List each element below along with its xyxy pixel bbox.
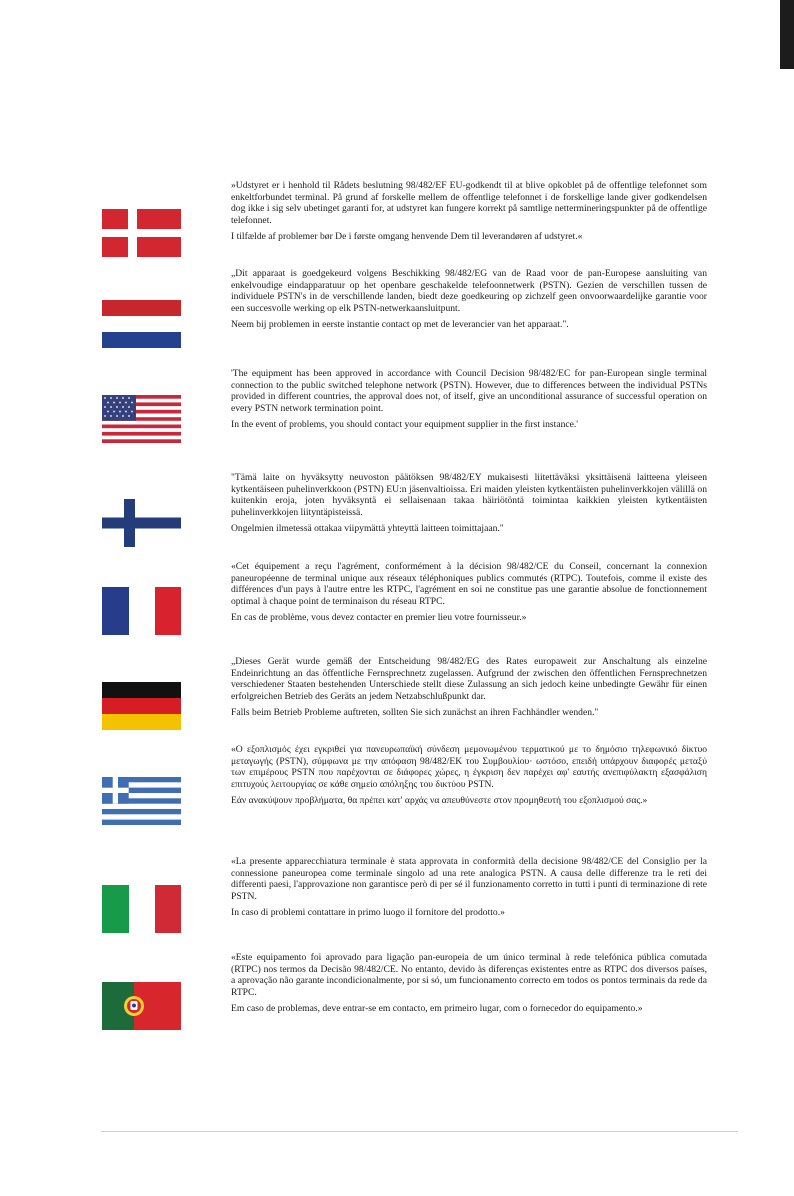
- portugal-flag-icon: [102, 982, 181, 1030]
- notice-closing: In the event of problems, you should contact your equipment supplier in the first instance.': [231, 419, 579, 431]
- france-flag-icon: [102, 587, 181, 635]
- germany-notice: [231, 656, 707, 719]
- notice-closing: Em caso de problemas, deve entrar-se em contacto, em primeiro lugar, com o fornecedor do equipamento.»: [231, 1003, 643, 1015]
- finland-flag-icon: [102, 499, 181, 547]
- notice-closing: Ongelmien ilmetessä ottakaa viipymättä yhteyttä laitteen toimittajaan.": [231, 523, 504, 535]
- notice-body: «Cet équipement a reçu l'agrément, conformément à la décision 98/482/CE du Conseil, concernant la connexion paneuropéenne de terminal unique aux réseaux téléphoniques publics commutés (RTPC). Toutefois, comme il existe des différences d'un pays à l'autre entre les RTPC, l'agrément en soi ne constitue pas une garantie absolue de fonctionnement optimal à chaque point de terminaison du réseau RTPC.: [231, 561, 707, 607]
- notice-body: 'The equipment has been approved in accordance with Council Decision 98/482/EC for pan-European single terminal connection to the public switched telephone network (PSTN). However, due to differences between the individual PSTNs provided in different countries, the approval does not, of itself, give an unconditional assurance of successful operation on every PSTN network termination point.: [231, 368, 707, 414]
- greece-notice: [231, 744, 707, 807]
- notice-closing: In caso di problemi contattare in primo luogo il fornitore del prodotto.»: [231, 907, 505, 919]
- usa-flag-icon: [102, 395, 181, 443]
- germany-flag-icon: [102, 682, 181, 730]
- notice-closing: En cas de problème, vous devez contacter en premier lieu votre fournisseur.»: [231, 612, 527, 624]
- portugal-notice: [231, 952, 707, 1015]
- france-notice: [231, 561, 707, 624]
- usa-notice: [231, 368, 707, 431]
- italy-notice: [231, 856, 707, 919]
- notice-body: «Este equipamento foi aprovado para ligação pan-europeia de um único terminal à rede telefónica pública comutada (RTPC) nos termos da Decisão 98/482/CE. No entanto, devido às diferenças existentes entre as RTPC dos diversos países, a aprovação não garante incondicionalmente, por si só, um funcionamento correcto em todos os pontos terminais da rede da RTPC.: [231, 952, 707, 998]
- notice-body: »Udstyret er i henhold til Rådets beslutning 98/482/EF EU-godkendt til at blive opkoblet på de offentlige telefonnet som enkeltforbundet terminal. På grund af forskelle mellem de offentlige telefonnet i de forskellige lande giver godkendelsen dog ikke i sig selv ubetinget garanti for, at udstyret kan fungere korrekt på samtlige nettermineringspunkter på de offentlige telefonnet.: [231, 180, 707, 226]
- footer-rule: [101, 1131, 738, 1132]
- denmark-flag-icon: [102, 209, 181, 257]
- netherlands-notice: [231, 268, 707, 331]
- notice-body: «La presente apparecchiatura terminale è stata approvata in conformità della decisione 98/482/CE del Consiglio per la connessione paneuropea come terminale singolo ad una rete analogica PSTN. A causa delle differenze tra le reti dei differenti paesi, l'approvazione non garantisce però di per sé il funzionamento corretto in tutti i punti di terminazione di rete PSTN.: [231, 856, 707, 902]
- denmark-notice: [231, 180, 707, 243]
- notice-body: "Tämä laite on hyväksytty neuvoston päätöksen 98/482/EY mukaisesti liitettäväksi yksittäisenä laitteena yleiseen kytkentäiseen puhelinverkkoon (PSTN) EU:n jäsenvaltioissa. Eri maiden yleisten kytkentäisten puhelinverkkojen välillä on kuitenkin eroja, joten hyväksyntä ei sellaisenaan takaa häiriötöntä toimintaa kaikkien yleisten kytkentäisten puhelinverkkojen liityntäpisteissä.: [231, 472, 707, 518]
- italy-flag-icon: [102, 885, 181, 933]
- notice-closing: Εάν ανακύψουν προβλήματα, θα πρέπει κατ' αρχάς να απευθύνεστε στον προμηθευτή του εξοπλισμού σας.»: [231, 795, 648, 807]
- notice-body: «Ο εξοπλισμός έχει εγκριθεί για πανευρωπαϊκή σύνδεση μεμονωμένου τερματικού με το δημόσιο τηλεφωνικό δίκτυο μεταγωγής (PSTN), σύμφωνα με την απόφαση 98/482/ΕΚ του Συμβουλίου· ωστόσο, επειδή υπάρχουν διαφορές μεταξύ των επιμέρους PSTN που παρέχονται σε διάφορες χώρες, η έγκριση δεν παρέχει αφ' εαυτής ανεπιφύλακτη εξασφάλιση επιτυχούς λειτουργίας σε κάθε σημείο απόληξης του δικτύου PSTN.: [231, 744, 707, 790]
- notice-body: „Dit apparaat is goedgekeurd volgens Beschikking 98/482/EG van de Raad voor de pan-Europese aansluiting van enkelvoudige eindapparatuur op het openbare geschakelde telefoonnetwerk (PSTN). Gezien de verschillen tussen de individuele PSTN's in de verschillende landen, biedt deze goedkeuring op zichzelf geen onvoorwaardelijke garantie voor een succesvolle werking op elk PSTN-netwerkaansluitpunt.: [231, 268, 707, 314]
- greece-flag-icon: [102, 777, 181, 825]
- notice-body: „Dieses Gerät wurde gemäß der Entscheidung 98/482/EG des Rates europaweit zur Anschaltung als einzelne Endeinrichtung an das öffentliche Fernsprechnetz zugelassen. Aufgrund der zwischen den öffentlichen Fernsprechnetzen verschiedener Staaten bestehenden Unterschiede stellt diese Zulassung an sich jedoch keine unbedingte Gewähr für einen erfolgreichen Betrieb des Geräts an jedem Netzabschlußpunkt dar.: [231, 656, 707, 702]
- page-corner-tab: [780, 0, 794, 69]
- notice-closing: Falls beim Betrieb Probleme auftreten, sollten Sie sich zunächst an ihren Fachhändler wenden.": [231, 707, 599, 719]
- netherlands-flag-icon: [102, 300, 181, 348]
- finland-notice: [231, 472, 707, 535]
- notice-closing: I tilfælde af problemer bør De i første omgang henvende Dem til leverandøren af udstyret.«: [231, 231, 583, 243]
- notice-closing: Neem bij problemen in eerste instantie contact op met de leverancier van het apparaat.".: [231, 319, 569, 331]
